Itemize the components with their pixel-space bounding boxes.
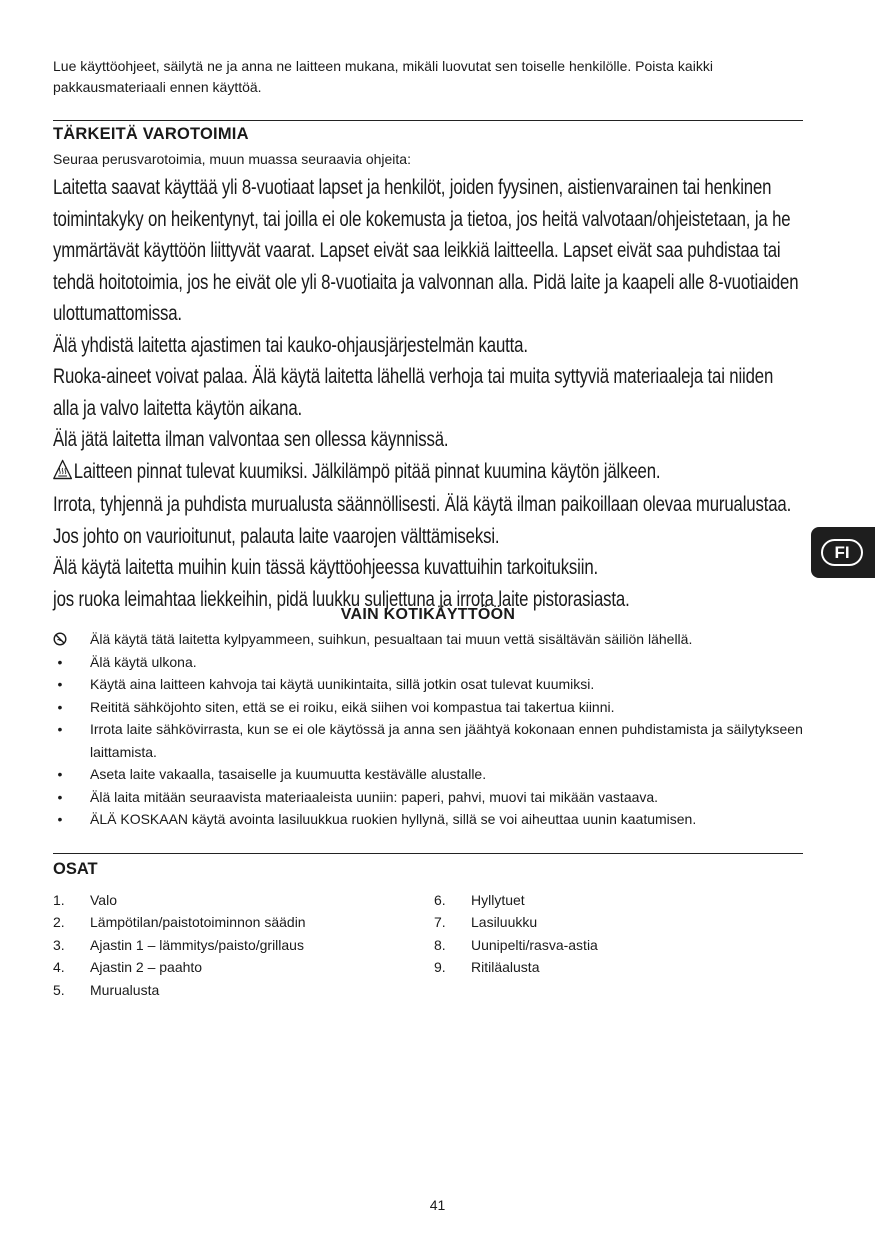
household-list xyxy=(53,628,803,831)
bullet: • xyxy=(57,676,63,692)
list-item xyxy=(53,808,803,831)
bullet: • xyxy=(57,766,63,782)
language-badge: FI xyxy=(821,539,863,566)
parts-column-right xyxy=(434,889,598,979)
part-item xyxy=(53,956,306,979)
manual-page xyxy=(53,56,803,1009)
part-label: Hyllytuet xyxy=(471,891,525,908)
list-item-text: Älä käytä ulkona. xyxy=(90,653,197,670)
warnings-subtitle: Seuraa perusvarotoimia, muun muassa seuraavia ohjeita: xyxy=(53,151,411,167)
warning-paragraph: Irrota, tyhjennä ja puhdista murualusta säännöllisesti. Älä käytä ilman paikoillaan olevaa murualustaa. xyxy=(53,493,792,516)
part-label: Ajastin 1 – lämmitys/paisto/grillaus xyxy=(90,936,304,953)
part-item xyxy=(53,979,306,1002)
list-item xyxy=(53,763,803,786)
list-item xyxy=(53,786,803,809)
part-label: Valo xyxy=(90,891,117,908)
part-label: Murualusta xyxy=(90,981,160,998)
part-item xyxy=(53,889,306,912)
bullet: • xyxy=(57,698,63,715)
part-number: 6. xyxy=(434,891,446,908)
part-item xyxy=(434,956,598,979)
list-item xyxy=(53,651,803,674)
part-item xyxy=(53,934,306,957)
section-divider xyxy=(53,853,803,854)
part-item xyxy=(434,934,598,957)
warning-paragraph: Ruoka-aineet voivat palaa. Älä käytä laitetta lähellä verhoja tai muita syttyviä materiaaleja tai niiden alla ja valvo laitetta käytön aikana. xyxy=(53,365,774,420)
household-title: VAIN KOTIKÄYTTÖÖN xyxy=(340,606,516,623)
list-item xyxy=(53,628,803,651)
warning-paragraph: Jos johto on vaurioitunut, palauta laite vaarojen välttämiseksi. xyxy=(53,524,500,548)
warning-paragraph: Älä käytä laitetta muihin kuin tässä käyttöohjeessa kuvattuihin tarkoituksiin. xyxy=(53,556,599,579)
part-label: Lasiluukku xyxy=(471,914,538,930)
part-item xyxy=(434,889,598,912)
part-number: 8. xyxy=(434,936,446,953)
list-item-text: Aseta laite vakaalla, tasaiselle ja kuumuutta kestävälle alustalle. xyxy=(90,766,487,782)
list-item-text: Älä laita mitään seuraavista materiaaleista uuniin: paperi, pahvi, muovi tai mikään vastaava. xyxy=(90,788,659,805)
part-number: 3. xyxy=(53,936,65,953)
list-item-text: Reititä sähköjohto siten, että se ei roiku, eikä siihen voi kompastua tai takertua kiinni. xyxy=(90,698,615,715)
list-item xyxy=(53,696,803,719)
hot-surface-warning-icon xyxy=(53,458,72,490)
list-item-text: Älä käytä tätä laitetta kylpyammeen, suihkun, pesualtaan tai muun vettä sisältävän säiliön lähellä. xyxy=(90,631,693,647)
warning-paragraph: Laitetta saavat käyttää yli 8-vuotiaat lapset ja henkilöt, joiden fyysinen, aistienvarainen tai henkinen toimintakyky on heikentynyt, tai joilla ei ole kokemusta ja tietoa, jos heitä valvotaan/ohjeistetaan, ja he ymmärtävät käyttöön liittyvät vaarat. Lapset eivät saa leikkiä laitteella. Lapset eivät saa puhdistaa tai tehdä hoitotoimia, jos he eivät ole yli 8-vuotiaita ja valvonnan alla. Pidä laite ja kaapeli alle 8-vuotiaiden ulottumattomissa. xyxy=(53,176,799,325)
part-item xyxy=(53,911,306,934)
list-item xyxy=(53,673,803,696)
list-item-text: ÄLÄ KOSKAAN käytä avointa lasiluukkua ruokien hyllynä, sillä se voi aiheuttaa uunin kaatumisen. xyxy=(90,811,697,827)
list-item xyxy=(53,718,803,763)
part-number: 2. xyxy=(53,914,65,930)
part-number: 1. xyxy=(53,891,65,908)
warning-paragraph: jos ruoka leimahtaa liekkeihin, pidä luukku suljettuna ja irrota laite pistorasiasta. xyxy=(53,587,630,611)
part-item xyxy=(434,911,598,934)
page-number: 41 xyxy=(429,1197,446,1213)
warnings-body xyxy=(53,172,803,615)
intro-text: Lue käyttöohjeet, säilytä ne ja anna ne laitteen mukana, mikäli luovutat sen toiselle henkilölle. Poista kaikki pakkausmateriaali ennen käyttöä. xyxy=(53,58,713,95)
bullet: • xyxy=(57,653,63,670)
warnings-title: TÄRKEITÄ VAROTOIMIA xyxy=(53,125,249,143)
warning-paragraph-text: Laitteen pinnat tulevat kuumiksi. Jälkilämpö pitää pinnat kuumina käytön jälkeen. xyxy=(73,459,661,483)
part-label: Ajastin 2 – paahto xyxy=(90,959,203,975)
list-item-text: Irrota laite sähkövirrasta, kun se ei ole käytössä ja anna sen jäähtyä kokonaan ennen puhdistamista ja säilytykseen laittamista. xyxy=(90,721,803,760)
part-number: 4. xyxy=(53,959,65,975)
bullet: • xyxy=(57,788,63,805)
part-label: Ritiläalusta xyxy=(471,959,540,975)
warning-paragraph-hot xyxy=(53,456,803,490)
parts-column-left xyxy=(53,889,306,1002)
part-number: 7. xyxy=(434,914,446,930)
no-water-prohibition-icon xyxy=(53,628,67,651)
part-number: 5. xyxy=(53,981,65,998)
parts-list xyxy=(53,889,803,1009)
part-label: Lämpötilan/paistotoiminnon säädin xyxy=(90,914,306,930)
language-tab xyxy=(811,527,875,578)
parts-title: OSAT xyxy=(53,859,98,878)
section-divider xyxy=(53,120,803,121)
part-label: Uunipelti/rasva-astia xyxy=(471,936,598,953)
list-item-text: Käytä aina laitteen kahvoja tai käytä uunikintaita, sillä jotkin osat tulevat kuumiksi. xyxy=(90,676,595,692)
bullet: • xyxy=(57,811,63,827)
warning-paragraph: Älä yhdistä laitetta ajastimen tai kauko-ohjausjärjestelmän kautta. xyxy=(53,333,528,357)
bullet: • xyxy=(57,721,63,737)
part-number: 9. xyxy=(434,959,446,975)
warning-paragraph: Älä jätä laitetta ilman valvontaa sen ollessa käynnissä. xyxy=(53,428,449,451)
